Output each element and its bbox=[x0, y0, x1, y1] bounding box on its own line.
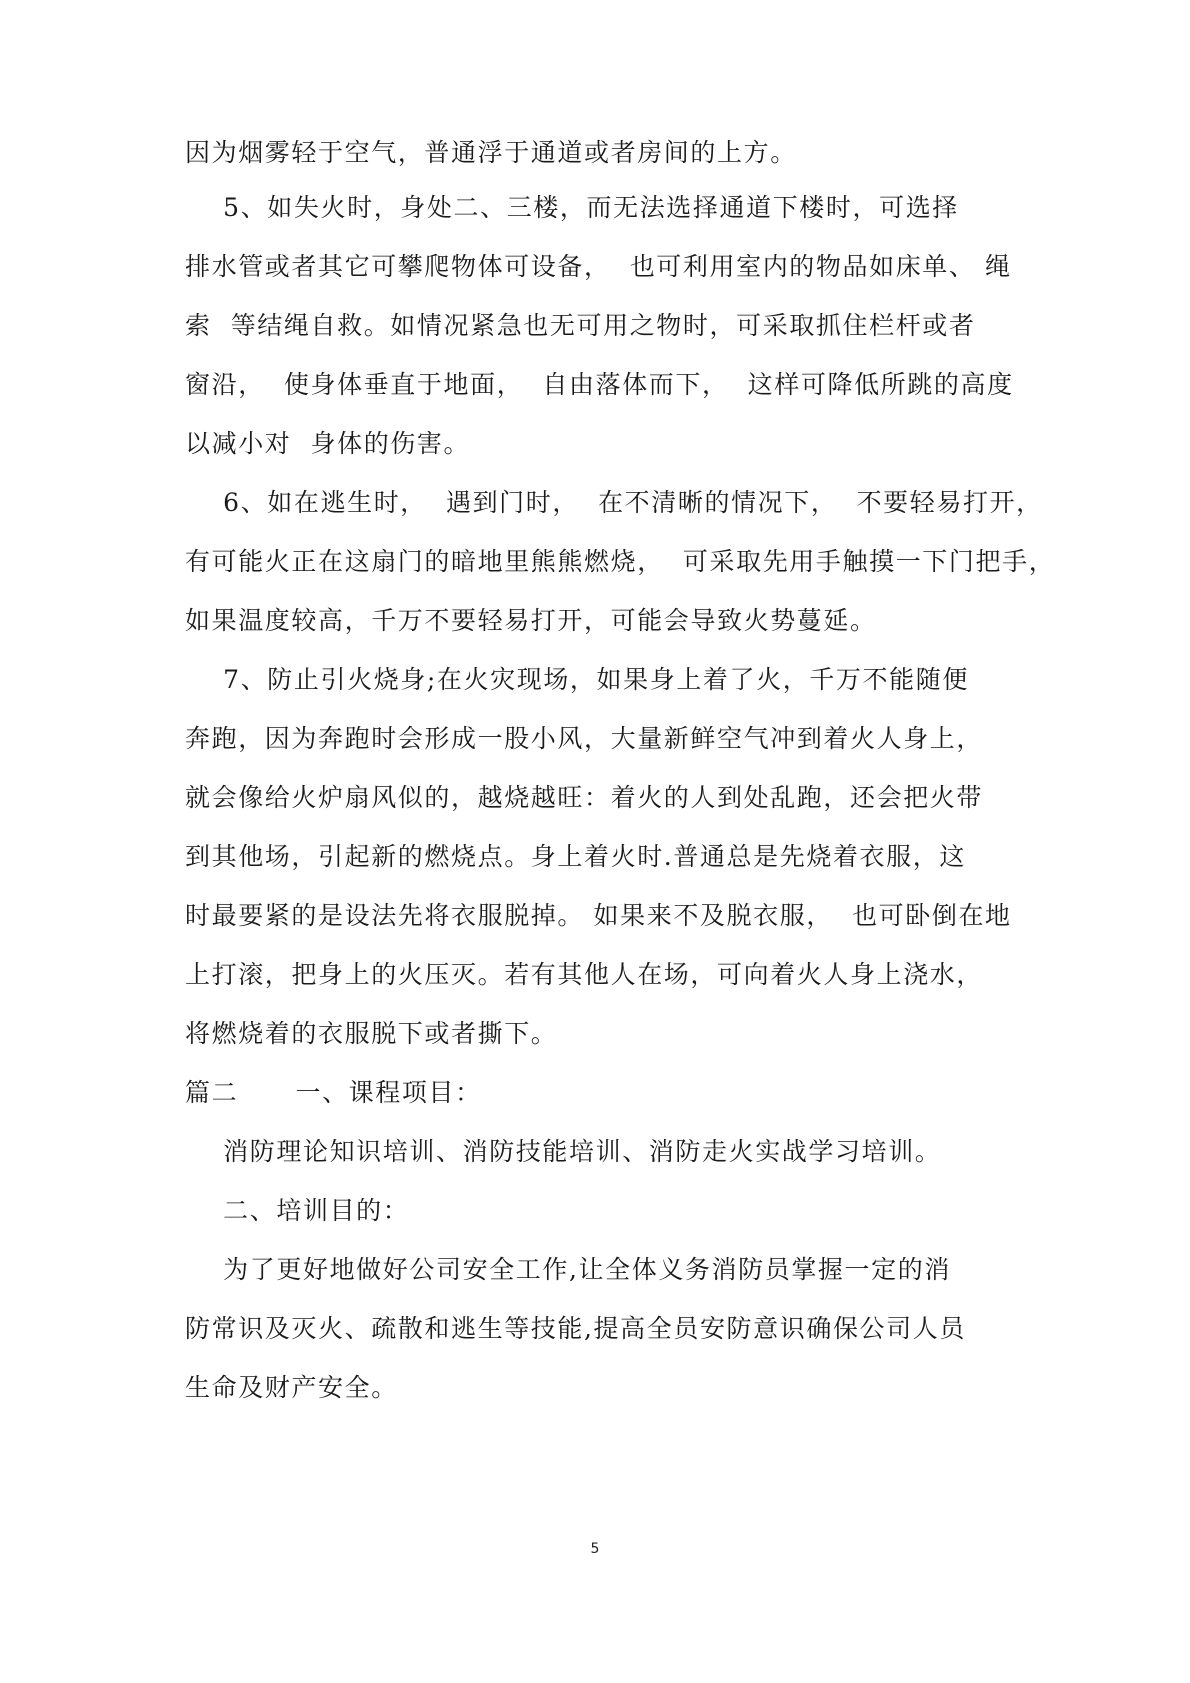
text-line: 就会像给火炉扇风似的，越烧越旺：着火的人到处乱跑，还会把火带 bbox=[185, 783, 984, 812]
text-line: 因为烟雾轻于空气，普通浮于通道或者房间的上方。 bbox=[185, 138, 797, 167]
text-line: 以减小对 身体的伤害。 bbox=[185, 429, 471, 458]
text-line: 消防理论知识培训、消防技能培训、消防走火实战学习培训。 bbox=[185, 1137, 942, 1166]
section-heading: 篇二 一、课程项目： bbox=[185, 1078, 482, 1107]
text-line: 奔跑，因为奔跑时会形成一股小风，大量新鲜空气冲到着火人身上， bbox=[185, 724, 984, 753]
text-line: 6、如在逃生时， 遇到门时， 在不清晰的情况下， 不要轻易打开， bbox=[185, 488, 1043, 517]
text-line: 7、防止引火烧身;在火灾现场，如果身上着了火，千万不能随便 bbox=[185, 665, 969, 694]
page-number: 5 bbox=[590, 1541, 600, 1557]
text-line: 如果温度较高，千万不要轻易打开，可能会导致火势蔓延。 bbox=[185, 606, 877, 635]
text-line: 有可能火正在这扇门的暗地里熊熊燃烧， 可采取先用手触摸一下门把手， bbox=[185, 547, 1056, 576]
text-line: 到其他场，引起新的燃烧点。身上着火时.普通总是先烧着衣服，这 bbox=[185, 842, 966, 871]
text-line: 5、如失火时，身处二、三楼，而无法选择通道下楼时，可选择 bbox=[185, 193, 959, 222]
text-line: 为了更好地做好公司安全工作,让全体义务消防员掌握一定的消 bbox=[185, 1255, 951, 1284]
text-line: 将燃烧着的衣服脱下或者撕下。 bbox=[185, 1019, 558, 1048]
text-line: 上打滚，把身上的火压灭。若有其他人在场，可向着火人身上浇水， bbox=[185, 960, 984, 989]
text-line: 生命及财产安全。 bbox=[185, 1373, 398, 1402]
text-line: 窗沿， 使身体垂直于地面， 自由落体而下， 这样可降低所跳的高度 bbox=[185, 370, 1014, 399]
text-line: 索 等结绳自救。如情况紧急也无可用之物时，可采取抓住栏杆或者 bbox=[185, 311, 976, 340]
text-line: 防常识及灭火、疏散和逃生等技能,提高全员安防意识确保公司人员 bbox=[185, 1314, 966, 1343]
text-line: 排水管或者其它可攀爬物体可设备， 也可利用室内的物品如床单、 绳 bbox=[185, 252, 1012, 281]
text-line: 时最要紧的是设法先将衣服脱掉。 如果来不及脱衣服， 也可卧倒在地 bbox=[185, 901, 1012, 930]
subsection-heading: 二、培训目的： bbox=[185, 1196, 410, 1225]
